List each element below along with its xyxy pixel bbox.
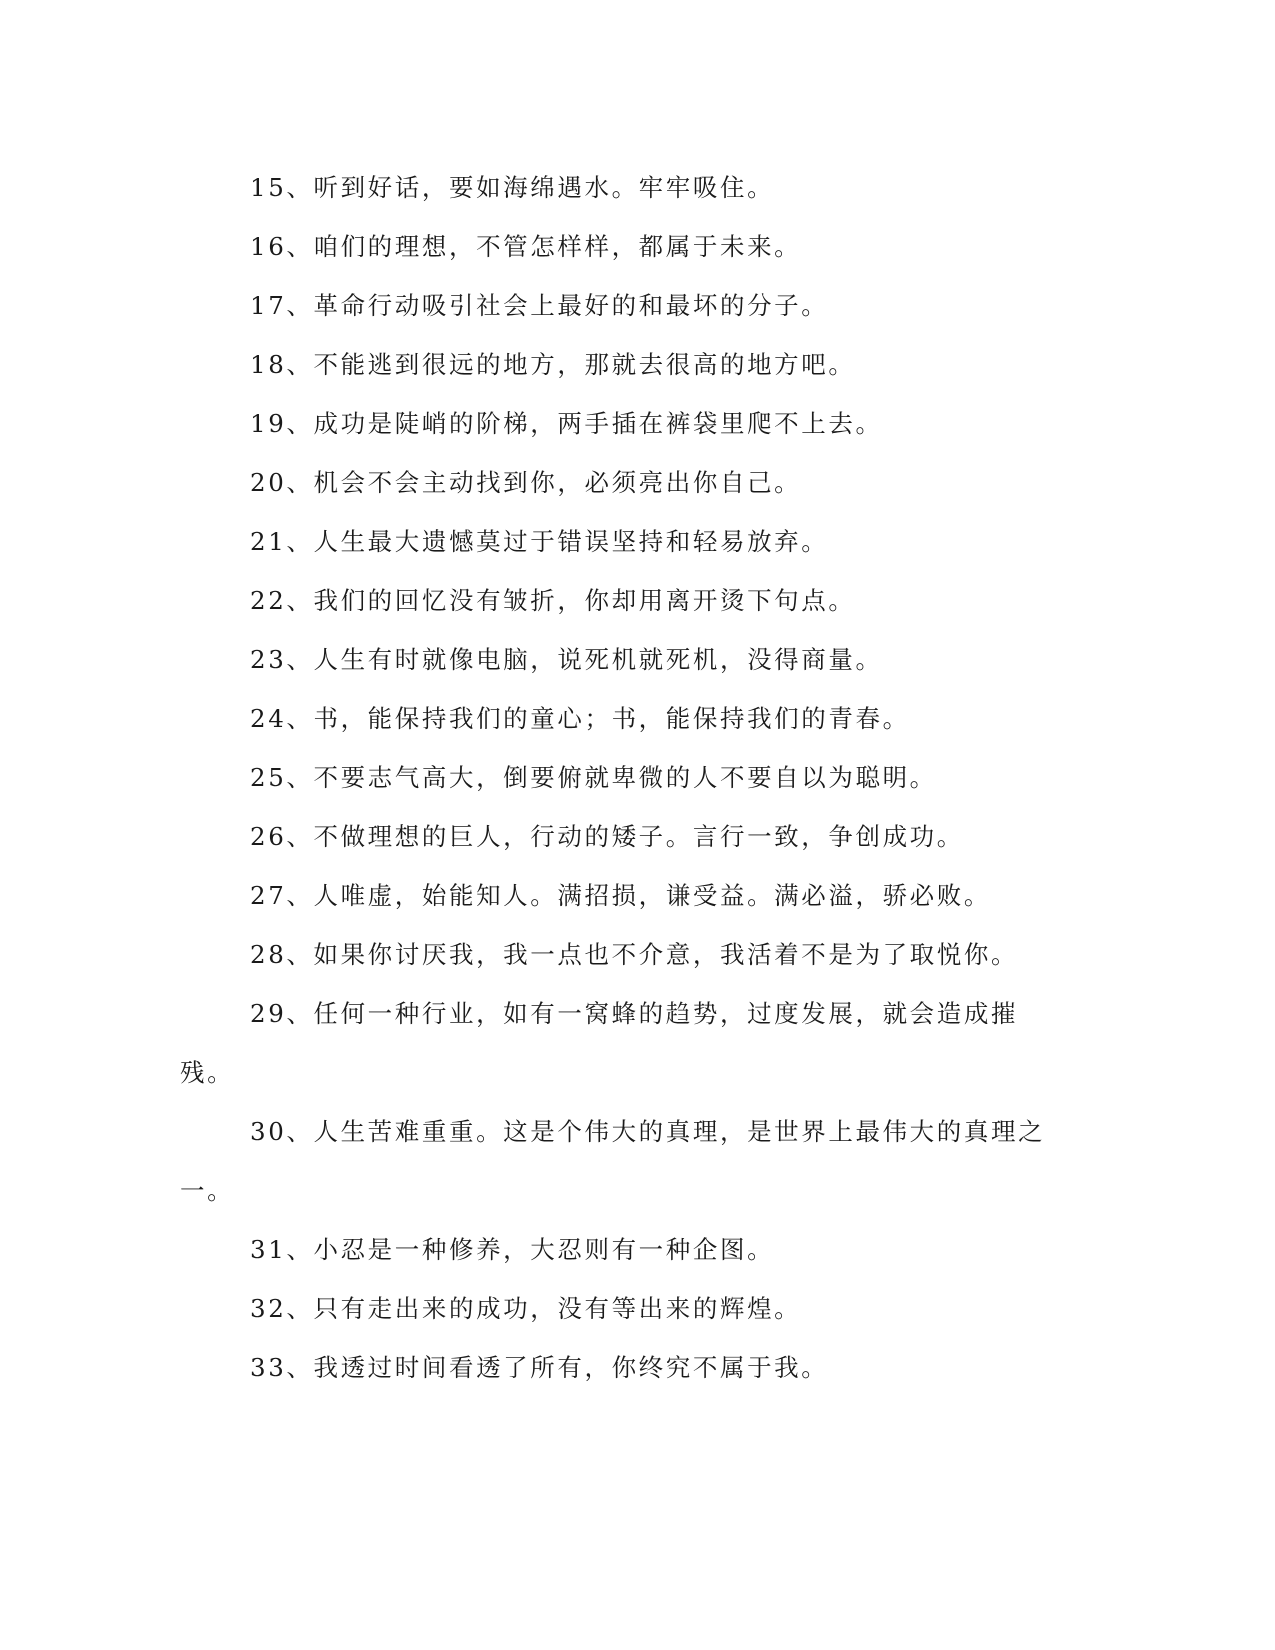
paragraph-18: 18、不能逃到很远的地方，那就去很高的地方吧。 xyxy=(250,350,856,379)
paragraph-29: 29、任何一种行业，如有一窝蜂的趋势，过度发展，就会造成摧残。 xyxy=(180,999,1019,1087)
paragraph-17: 17、革命行动吸引社会上最好的和最坏的分子。 xyxy=(250,291,829,320)
paragraph-32: 32、只有走出来的成功，没有等出来的辉煌。 xyxy=(250,1294,802,1323)
paragraph-25: 25、不要志气高大，倒要俯就卑微的人不要自以为聪明。 xyxy=(250,763,937,792)
document-body xyxy=(180,158,1050,1397)
paragraph-30: 30、人生苦难重重。这是个伟大的真理，是世界上最伟大的真理之一。 xyxy=(180,1117,1046,1205)
paragraph-19: 19、成功是陡峭的阶梯，两手插在裤袋里爬不上去。 xyxy=(250,409,883,438)
paragraph-33: 33、我透过时间看透了所有，你终究不属于我。 xyxy=(250,1353,829,1382)
paragraph-26: 26、不做理想的巨人，行动的矮子。言行一致，争创成功。 xyxy=(250,822,964,851)
paragraph-28: 28、如果你讨厌我，我一点也不介意，我活着不是为了取悦你。 xyxy=(250,940,1019,969)
paragraph-22: 22、我们的回忆没有皱折，你却用离开烫下句点。 xyxy=(250,586,856,615)
paragraph-20: 20、机会不会主动找到你，必须亮出你自己。 xyxy=(250,468,802,497)
paragraph-15: 15、听到好话，要如海绵遇水。牢牢吸住。 xyxy=(250,173,775,202)
paragraph-24: 24、书，能保持我们的童心；书，能保持我们的青春。 xyxy=(250,704,910,733)
paragraph-23: 23、人生有时就像电脑，说死机就死机，没得商量。 xyxy=(250,645,883,674)
paragraph-16: 16、咱们的理想，不管怎样样，都属于未来。 xyxy=(250,232,802,261)
paragraph-27: 27、人唯虚，始能知人。满招损，谦受益。满必溢，骄必败。 xyxy=(250,881,991,910)
paragraph-21: 21、人生最大遗憾莫过于错误坚持和轻易放弃。 xyxy=(250,527,829,556)
paragraph-31: 31、小忍是一种修养，大忍则有一种企图。 xyxy=(250,1235,775,1264)
